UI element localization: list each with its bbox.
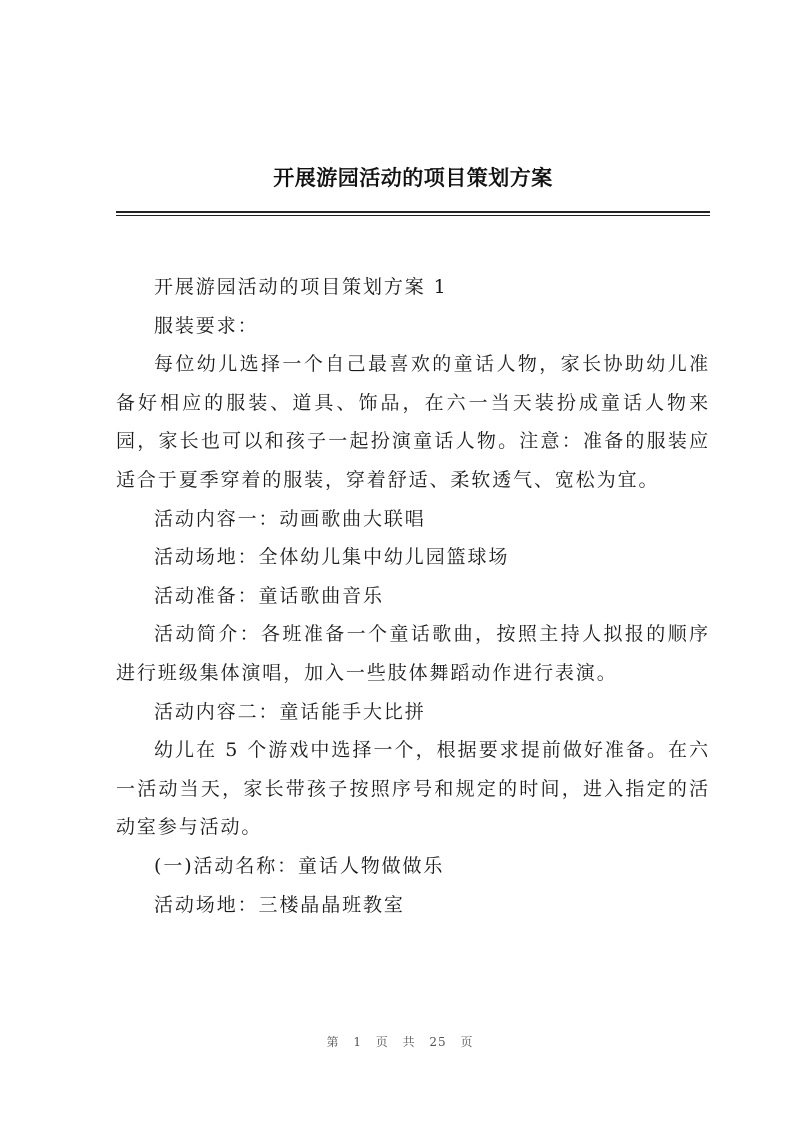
page-number-label: 第 1 页 共 25 页: [326, 1035, 474, 1049]
paragraph: 活动简介：各班准备一个童话歌曲，按照主持人拟报的顺序进行班级集体演唱，加入一些肢体舞蹈动作进行表演。: [116, 623, 710, 684]
paragraph: 服装要求：: [154, 314, 259, 337]
document-body: [116, 268, 710, 924]
paragraph: (一)活动名称：童话人物做做乐: [154, 854, 445, 877]
section-heading: 开展游园活动的项目策划方案 1: [154, 276, 448, 298]
paragraph: 幼儿在 5 个游戏中选择一个，根据要求提前做好准备。在六一活动当天，家长带孩子按照序号和规定的时间，进入指定的活动室参与活动。: [116, 739, 710, 839]
paragraph: 活动内容二：童话能手大比拼: [154, 700, 426, 723]
title-underline-thick: [116, 211, 710, 213]
paragraph: 活动准备：童话歌曲音乐: [154, 584, 384, 607]
title-underline-thin: [116, 215, 710, 216]
paragraph: 活动内容一：动画歌曲大联唱: [154, 507, 426, 530]
paragraph: 活动场地：全体幼儿集中幼儿园篮球场: [154, 546, 510, 569]
paragraph: 每位幼儿选择一个自己最喜欢的童话人物，家长协助幼儿准备好相应的服装、道具、饰品，在六一当天装扮成童话人物来园，家长也可以和孩子一起扮演童话人物。注意：准备的服装应适合于夏季穿着的服装，穿着舒适、柔软透气、宽松为宜。: [116, 353, 710, 491]
document-title: 开展游园活动的项目策划方案: [273, 165, 553, 190]
paragraph: 活动场地：三楼晶晶班教室: [154, 893, 405, 916]
page-footer: [0, 1033, 800, 1050]
